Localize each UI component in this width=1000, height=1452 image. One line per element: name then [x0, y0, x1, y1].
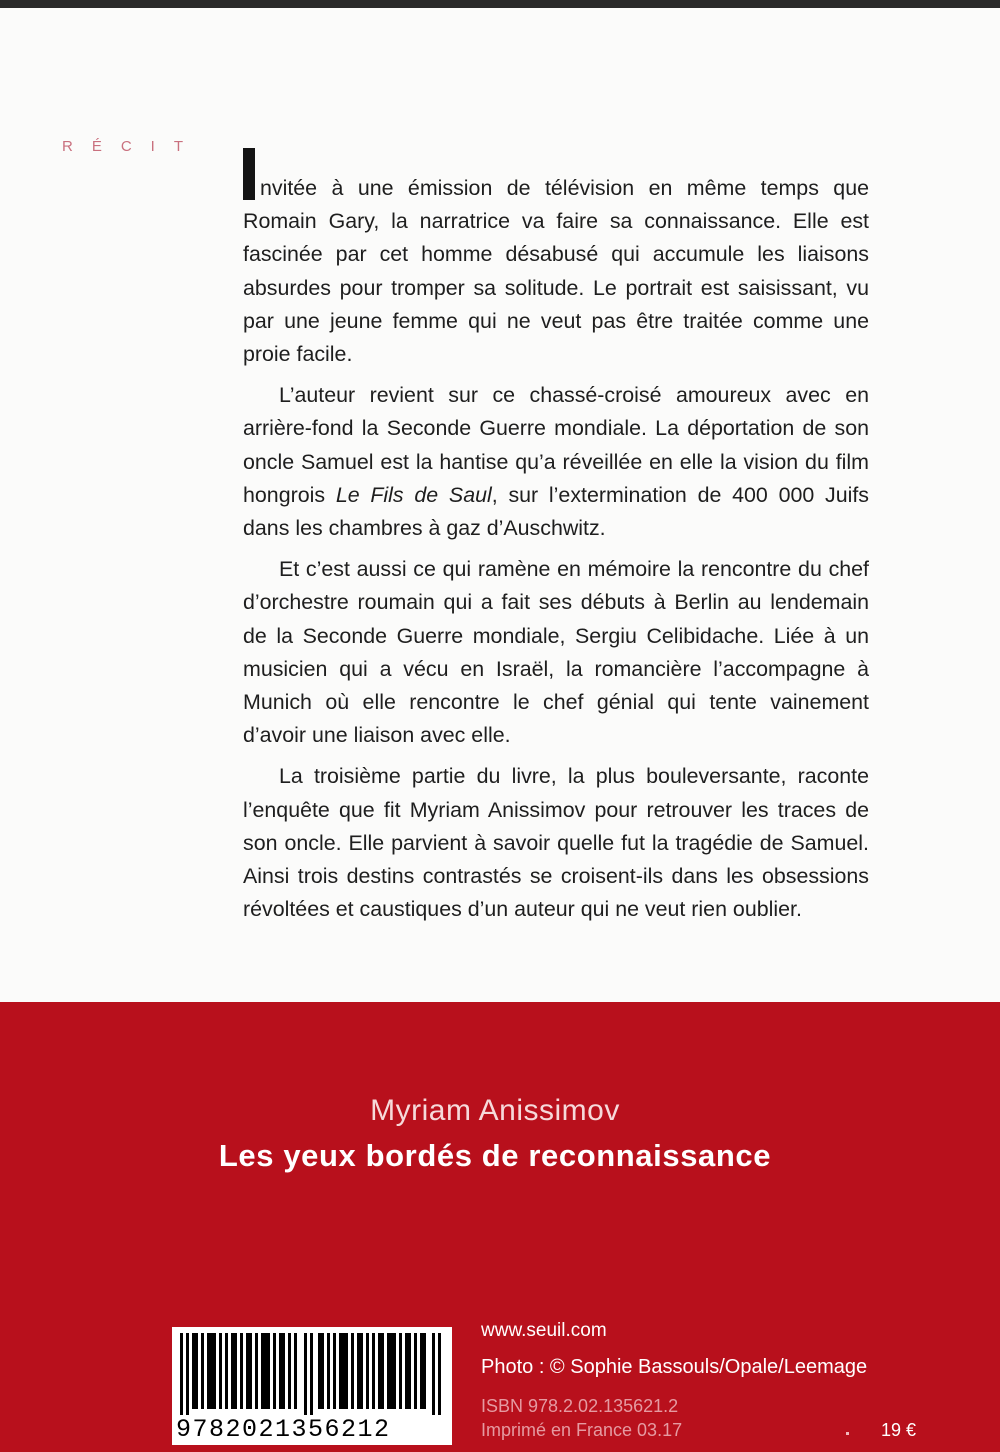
printing-info: Imprimé en France 03.17 — [481, 1420, 683, 1440]
blurb-text — [243, 172, 869, 934]
red-band — [0, 1002, 1000, 1452]
barcode — [172, 1327, 452, 1445]
barcode-bars — [180, 1333, 444, 1415]
publisher-website: www.seuil.com — [481, 1320, 607, 1341]
blurb-paragraph-2: L’auteur revient sur ce chassé-croisé amoureux avec en arrière-fond la Seconde Guerre mondiale. La déportation de son oncle Samuel est la hantise qu’a réveillée en elle la vision du film hongrois Le Fils de Saul, sur l’extermination de 400 000 Juifs dans les chambres à gaz d’Auschwitz. — [243, 383, 869, 541]
barcode-number: 9782021356212 — [176, 1415, 391, 1444]
blurb-paragraph-3: Et c’est aussi ce qui ramène en mémoire la rencontre du chef d’orchestre roumain qui a fait ses débuts à Berlin au lendemain de la Seconde Guerre mondiale, Sergiu Celibidache. Liée à un musicien qui a vécu en Israël, la romancière l’accompagne à Munich où elle rencontre le chef génial qui tente vainement d’avoir une liaison avec elle. — [243, 557, 869, 748]
separator-dot — [846, 1432, 849, 1435]
author-name: Myriam Anissimov — [370, 1094, 620, 1127]
genre-label: RÉCIT — [62, 138, 202, 155]
photo-credit: Photo : © Sophie Bassouls/Opale/Leemage — [481, 1356, 868, 1378]
film-title: Le Fils de Saul — [335, 482, 492, 507]
blurb-paragraph-1 — [243, 172, 869, 371]
top-edge — [0, 0, 1000, 8]
isbn: ISBN 978.2.02.135621.2 — [481, 1396, 679, 1416]
blurb-paragraph-4: La troisième partie du livre, la plus bouleversante, raconte l’enquête que fit Myriam Anissimov pour retrouver les traces de son oncle. Elle parvient à savoir quelle fut la tragédie de Samuel. Ainsi trois destins contrastés se croisent-ils dans les obsessions révoltées et caustiques d’un auteur qui ne veut rien oublier. — [243, 764, 869, 922]
blurb-paragraph-1-text: nvitée à une émission de télévision en même temps que Romain Gary, la narratrice va faire sa connaissance. Elle est fascinée par cet homme désabusé qui accumule les liaisons absurdes pour tromper sa solitude. Le portrait est saisissant, vu par une jeune femme qui ne veut pas être traitée comme une proie facile. — [243, 176, 869, 367]
book-title: Les yeux bordés de reconnaissance — [218, 1138, 772, 1173]
price: 19 € — [881, 1420, 917, 1440]
drop-cap — [243, 148, 255, 200]
